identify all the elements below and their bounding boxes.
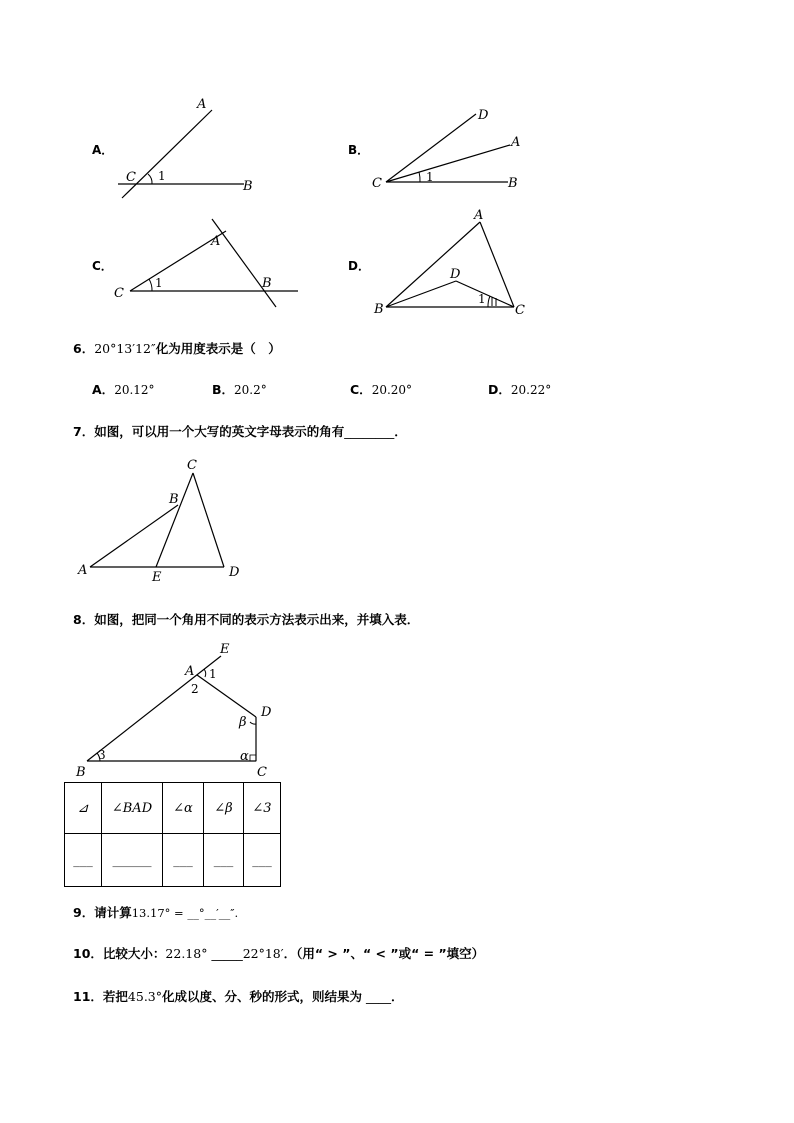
- point-b: B: [243, 179, 253, 194]
- question-8-figure: [70, 638, 290, 783]
- point-b: B: [508, 176, 518, 191]
- choice-a[interactable]: A．20.12°: [92, 382, 155, 397]
- question-number: 7．: [73, 424, 95, 439]
- question-text: 请计算: [94, 905, 132, 920]
- question-text: 若把: [102, 989, 128, 1004]
- question-text-2: 化成以度、分、秒的形式，则结果为: [162, 989, 363, 1004]
- option-d-label: D．: [348, 259, 370, 273]
- point-d: D: [450, 267, 461, 282]
- point-d: D: [261, 705, 272, 720]
- angle-value: 45.3°: [127, 989, 163, 1004]
- question-7: 7．如图，可以用一个大写的英文字母表示的角有________．: [73, 424, 407, 439]
- question-8: [73, 610, 419, 628]
- question-end: ．（用“ > ”、“ < ”或“ = ”填空）: [283, 946, 485, 961]
- point-c: C: [114, 286, 124, 301]
- point-c: C: [372, 176, 382, 191]
- answer-blank[interactable]: ___: [163, 834, 204, 887]
- table-header-cell: ∠3: [244, 783, 281, 834]
- table-header-cell: ⊿: [65, 783, 102, 834]
- answer-expression[interactable]: 13.17° = __°__′__″.: [131, 906, 239, 920]
- right-value: 22°18′: [242, 946, 284, 961]
- point-b: B: [76, 765, 86, 780]
- answer-blank[interactable]: ___: [65, 834, 102, 887]
- point-c: C: [515, 303, 525, 318]
- answer-blank[interactable]: ____: [366, 989, 392, 1004]
- angle-1: 1: [426, 170, 434, 184]
- angle-1-label: 1: [209, 667, 217, 681]
- point-c: C: [257, 765, 267, 780]
- point-c: C: [126, 170, 136, 185]
- angle-value: 20°13′12″: [94, 341, 156, 356]
- question-7-figure: [74, 455, 254, 585]
- table-header-cell: ∠BAD: [102, 783, 163, 834]
- point-c: C: [187, 458, 197, 473]
- answer-blank[interactable]: ________: [344, 424, 395, 439]
- answer-blank[interactable]: ______: [102, 834, 163, 887]
- question-text: 如图，把同一个角用不同的表示方法表示出来，并填入表．: [94, 612, 420, 627]
- question-9: [73, 903, 238, 921]
- choice-d[interactable]: D．20.22°: [488, 382, 552, 397]
- angle-2-label: 2: [191, 682, 199, 696]
- table-header-cell: ∠α: [163, 783, 204, 834]
- question-6: [73, 339, 281, 357]
- option-c-figure: [110, 215, 310, 315]
- angle-beta-label: β: [239, 715, 247, 730]
- option-d-figure: [368, 205, 538, 320]
- point-b: B: [374, 302, 384, 317]
- option-c-label: C．: [92, 259, 113, 273]
- point-a: A: [78, 563, 88, 578]
- question-number: 10．: [73, 946, 103, 961]
- question-text: 比较大小：: [102, 946, 166, 961]
- question-text: 化为用度表示是（ ）: [155, 341, 281, 356]
- question-11: 11．若把45.3°化成以度、分、秒的形式，则结果为 ____．: [73, 989, 404, 1004]
- angle-1: 1: [155, 276, 163, 290]
- question-number: 11．: [73, 989, 103, 1004]
- choice-c[interactable]: C．20.20°: [350, 382, 413, 397]
- answer-blank[interactable]: _____: [211, 946, 243, 961]
- point-e: E: [152, 570, 162, 585]
- question-text: 如图，可以用一个大写的英文字母表示的角有: [94, 424, 345, 439]
- angle-3-label: 3: [98, 748, 106, 762]
- question-number: 9．: [73, 905, 95, 920]
- point-e: E: [220, 642, 230, 657]
- question-10: [73, 944, 484, 962]
- angle-table: [64, 782, 281, 887]
- point-a: A: [474, 208, 484, 223]
- answer-blank[interactable]: ___: [204, 834, 244, 887]
- point-b: B: [169, 492, 179, 507]
- angle-alpha-label: α: [240, 749, 249, 764]
- point-d: D: [229, 565, 240, 580]
- option-a-figure: [110, 92, 280, 207]
- point-a: A: [197, 97, 207, 112]
- table-header-cell: ∠β: [204, 783, 244, 834]
- angle-1: 1: [158, 169, 166, 183]
- point-a: A: [185, 664, 195, 679]
- point-b: B: [262, 276, 272, 291]
- option-b-label: B．: [348, 143, 370, 157]
- point-a: A: [511, 135, 521, 150]
- point-d: D: [478, 108, 489, 123]
- point-a: A: [211, 234, 221, 249]
- left-value: 22.18°: [165, 946, 208, 961]
- angle-1: 1: [478, 292, 486, 306]
- option-b-figure: [368, 100, 538, 200]
- option-a-label: A．: [92, 143, 114, 157]
- question-number: 8．: [73, 612, 95, 627]
- question-number: 6．: [73, 341, 95, 356]
- answer-blank[interactable]: ___: [244, 834, 281, 887]
- choice-b[interactable]: B．20.2°: [212, 382, 267, 397]
